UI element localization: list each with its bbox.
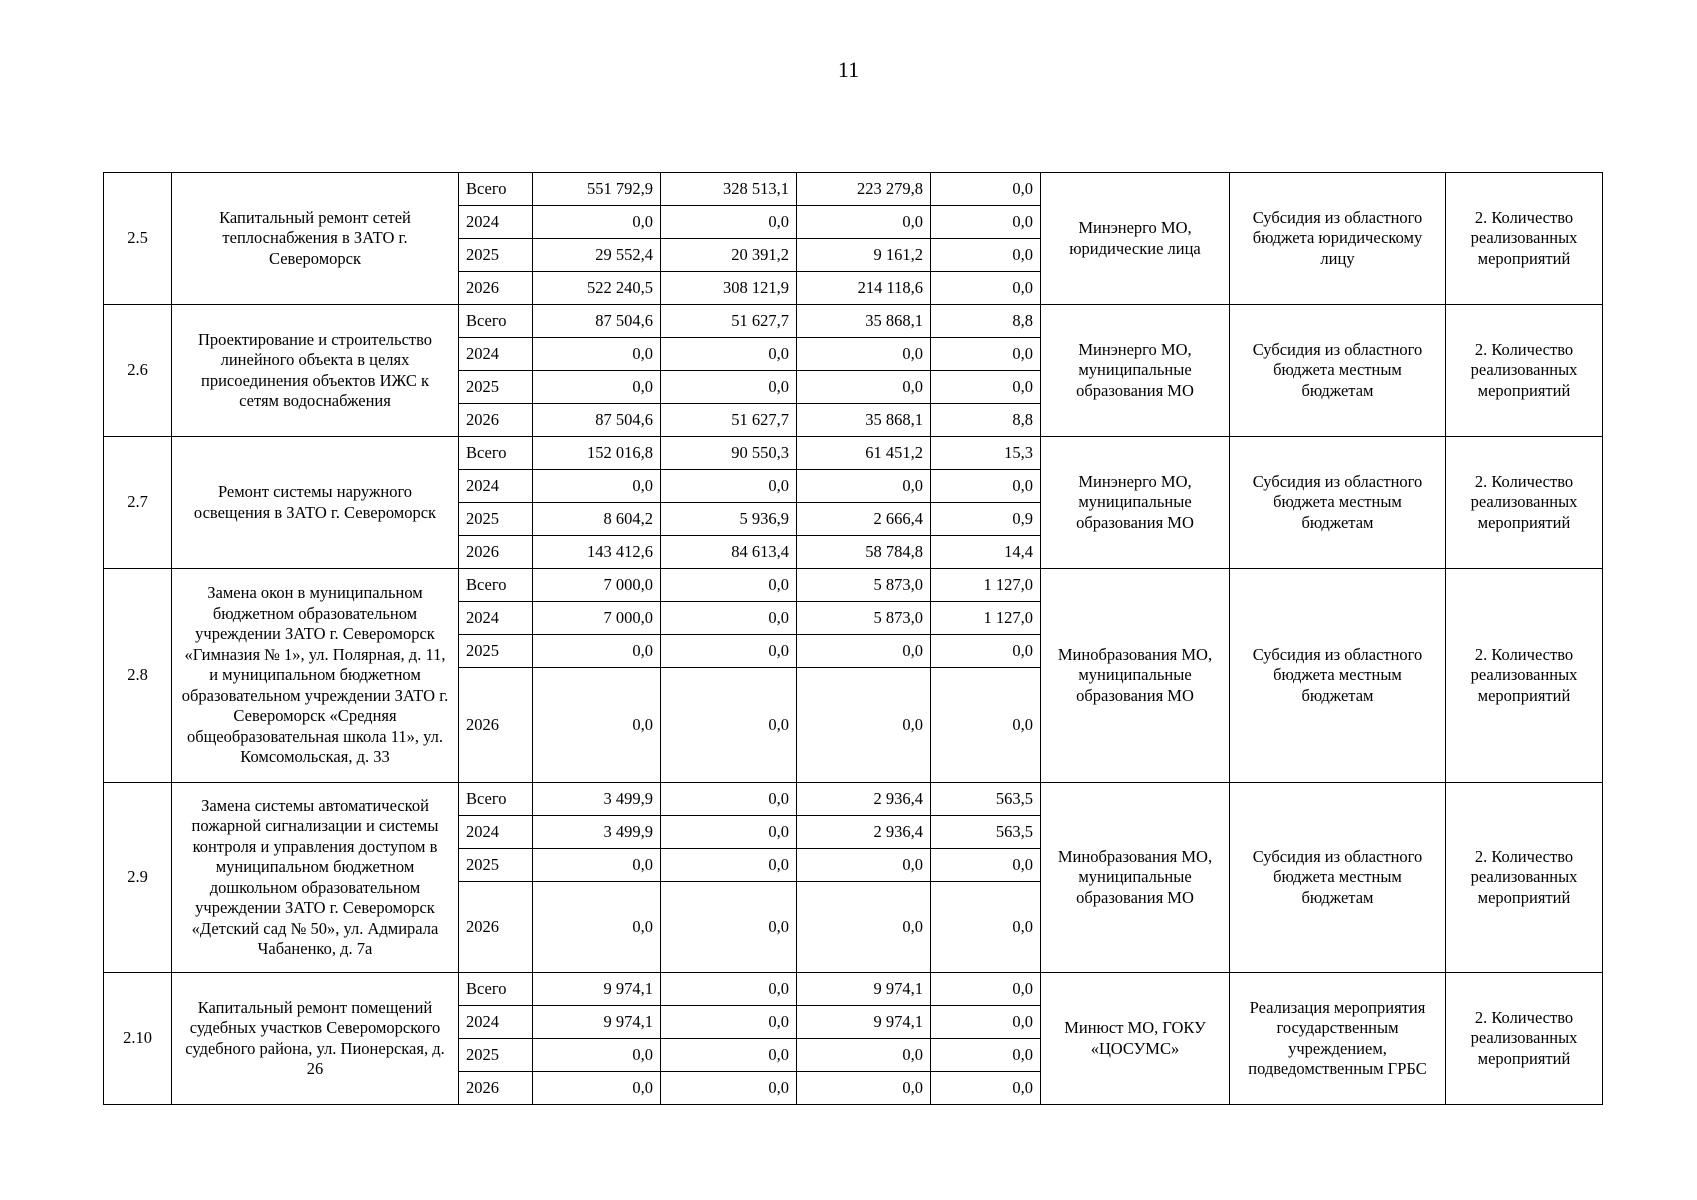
year-label: 2024 bbox=[459, 816, 533, 849]
amount-cell: 0,0 bbox=[533, 338, 661, 371]
amount-cell: 0,0 bbox=[797, 668, 931, 783]
financing-mechanism: Субсидия из областного бюджета местным бюджетам bbox=[1230, 437, 1446, 569]
amount-cell: 7 000,0 bbox=[533, 569, 661, 602]
amount-cell: 9 974,1 bbox=[533, 1006, 661, 1039]
amount-cell: 0,0 bbox=[661, 635, 797, 668]
year-label: 2025 bbox=[459, 239, 533, 272]
year-label: 2026 bbox=[459, 882, 533, 973]
amount-cell: 0,0 bbox=[533, 635, 661, 668]
budget-table bbox=[103, 172, 1603, 1105]
amount-cell: 152 016,8 bbox=[533, 437, 661, 470]
responsible-executor: Минюст МО, ГОКУ «ЦОСУМС» bbox=[1041, 973, 1230, 1105]
amount-cell: 0,0 bbox=[661, 602, 797, 635]
amount-cell: 0,0 bbox=[661, 783, 797, 816]
measure-number: 2.8 bbox=[104, 569, 172, 783]
measure-name: Замена окон в муниципальном бюджетном образовательном учреждении ЗАТО г. Североморск «Гимназия № 1», ул. Полярная, д. 11, и муниципальном бюджетном образовательном учреждении ЗАТО г. Североморск «Средняя общеобразовательная школа 11», ул. Комсомольская, д. 33 bbox=[172, 569, 459, 783]
amount-cell: 1 127,0 bbox=[931, 569, 1041, 602]
amount-cell: 0,0 bbox=[661, 1072, 797, 1105]
table-row bbox=[104, 173, 1603, 206]
measure-name: Капитальный ремонт сетей теплоснабжения в ЗАТО г. Североморск bbox=[172, 173, 459, 305]
result-indicator: 2. Количество реализованных мероприятий bbox=[1446, 437, 1603, 569]
year-label: 2024 bbox=[459, 602, 533, 635]
result-indicator: 2. Количество реализованных мероприятий bbox=[1446, 569, 1603, 783]
amount-cell: 51 627,7 bbox=[661, 404, 797, 437]
amount-cell: 0,0 bbox=[533, 371, 661, 404]
year-label: 2025 bbox=[459, 503, 533, 536]
amount-cell: 0,0 bbox=[661, 470, 797, 503]
amount-cell: 0,0 bbox=[797, 371, 931, 404]
result-indicator: 2. Количество реализованных мероприятий bbox=[1446, 783, 1603, 973]
amount-cell: 90 550,3 bbox=[661, 437, 797, 470]
amount-cell: 0,0 bbox=[533, 206, 661, 239]
amount-cell: 223 279,8 bbox=[797, 173, 931, 206]
amount-cell: 214 118,6 bbox=[797, 272, 931, 305]
amount-cell: 0,0 bbox=[533, 668, 661, 783]
financing-mechanism: Субсидия из областного бюджета юридическому лицу bbox=[1230, 173, 1446, 305]
amount-cell: 2 936,4 bbox=[797, 816, 931, 849]
amount-cell: 51 627,7 bbox=[661, 305, 797, 338]
year-label: Всего bbox=[459, 173, 533, 206]
amount-cell: 14,4 bbox=[931, 536, 1041, 569]
amount-cell: 0,0 bbox=[533, 1039, 661, 1072]
amount-cell: 20 391,2 bbox=[661, 239, 797, 272]
amount-cell: 9 161,2 bbox=[797, 239, 931, 272]
year-label: 2024 bbox=[459, 1006, 533, 1039]
amount-cell: 328 513,1 bbox=[661, 173, 797, 206]
amount-cell: 84 613,4 bbox=[661, 536, 797, 569]
financing-mechanism: Реализация мероприятия государственным учреждением, подведомственным ГРБС bbox=[1230, 973, 1446, 1105]
amount-cell: 0,0 bbox=[533, 1072, 661, 1105]
year-label: 2024 bbox=[459, 470, 533, 503]
amount-cell: 29 552,4 bbox=[533, 239, 661, 272]
measure-name: Капитальный ремонт помещений судебных участков Североморского судебного района, ул. Пионерская, д. 26 bbox=[172, 973, 459, 1105]
measure-number: 2.9 bbox=[104, 783, 172, 973]
amount-cell: 0,0 bbox=[931, 849, 1041, 882]
amount-cell: 0,0 bbox=[797, 206, 931, 239]
amount-cell: 0,9 bbox=[931, 503, 1041, 536]
amount-cell: 0,0 bbox=[661, 569, 797, 602]
measure-name: Проектирование и строительство линейного объекта в целях присоединения объектов ИЖС к сетям водоснабжения bbox=[172, 305, 459, 437]
amount-cell: 0,0 bbox=[797, 1039, 931, 1072]
responsible-executor: Минэнерго МО, муниципальные образования МО bbox=[1041, 305, 1230, 437]
amount-cell: 3 499,9 bbox=[533, 816, 661, 849]
amount-cell: 3 499,9 bbox=[533, 783, 661, 816]
amount-cell: 9 974,1 bbox=[797, 973, 931, 1006]
year-label: Всего bbox=[459, 783, 533, 816]
amount-cell: 0,0 bbox=[931, 1006, 1041, 1039]
amount-cell: 8,8 bbox=[931, 305, 1041, 338]
amount-cell: 0,0 bbox=[661, 668, 797, 783]
amount-cell: 0,0 bbox=[533, 849, 661, 882]
amount-cell: 0,0 bbox=[931, 882, 1041, 973]
responsible-executor: Минобразования МО, муниципальные образования МО bbox=[1041, 783, 1230, 973]
result-indicator: 2. Количество реализованных мероприятий bbox=[1446, 973, 1603, 1105]
amount-cell: 0,0 bbox=[931, 206, 1041, 239]
amount-cell: 143 412,6 bbox=[533, 536, 661, 569]
result-indicator: 2. Количество реализованных мероприятий bbox=[1446, 305, 1603, 437]
amount-cell: 0,0 bbox=[931, 239, 1041, 272]
year-label: 2024 bbox=[459, 338, 533, 371]
amount-cell: 0,0 bbox=[931, 1039, 1041, 1072]
responsible-executor: Минэнерго МО, юридические лица bbox=[1041, 173, 1230, 305]
year-label: 2025 bbox=[459, 635, 533, 668]
amount-cell: 58 784,8 bbox=[797, 536, 931, 569]
amount-cell: 8,8 bbox=[931, 404, 1041, 437]
amount-cell: 7 000,0 bbox=[533, 602, 661, 635]
responsible-executor: Минэнерго МО, муниципальные образования МО bbox=[1041, 437, 1230, 569]
page-number: 11 bbox=[837, 57, 860, 82]
amount-cell: 0,0 bbox=[931, 173, 1041, 206]
amount-cell: 61 451,2 bbox=[797, 437, 931, 470]
year-label: 2025 bbox=[459, 849, 533, 882]
amount-cell: 0,0 bbox=[661, 1006, 797, 1039]
amount-cell: 0,0 bbox=[661, 1039, 797, 1072]
amount-cell: 308 121,9 bbox=[661, 272, 797, 305]
amount-cell: 2 666,4 bbox=[797, 503, 931, 536]
amount-cell: 15,3 bbox=[931, 437, 1041, 470]
amount-cell: 0,0 bbox=[661, 371, 797, 404]
financing-mechanism: Субсидия из областного бюджета местным бюджетам bbox=[1230, 305, 1446, 437]
table-row bbox=[104, 783, 1603, 816]
amount-cell: 5 873,0 bbox=[797, 602, 931, 635]
amount-cell: 0,0 bbox=[661, 973, 797, 1006]
measure-name: Замена системы автоматической пожарной сигнализации и системы контроля и управления доступом в муниципальном бюджетном дошкольном образовательном учреждении ЗАТО г. Североморск «Детский сад № 50», ул. Адмирала Чабаненко, д. 7а bbox=[172, 783, 459, 973]
amount-cell: 35 868,1 bbox=[797, 305, 931, 338]
amount-cell: 563,5 bbox=[931, 783, 1041, 816]
year-label: 2025 bbox=[459, 371, 533, 404]
amount-cell: 0,0 bbox=[797, 470, 931, 503]
amount-cell: 0,0 bbox=[931, 973, 1041, 1006]
measure-number: 2.6 bbox=[104, 305, 172, 437]
year-label: 2026 bbox=[459, 668, 533, 783]
table-row bbox=[104, 973, 1603, 1006]
amount-cell: 35 868,1 bbox=[797, 404, 931, 437]
table-row bbox=[104, 305, 1603, 338]
year-label: Всего bbox=[459, 437, 533, 470]
amount-cell: 563,5 bbox=[931, 816, 1041, 849]
amount-cell: 0,0 bbox=[931, 371, 1041, 404]
amount-cell: 0,0 bbox=[797, 882, 931, 973]
amount-cell: 0,0 bbox=[931, 635, 1041, 668]
amount-cell: 0,0 bbox=[931, 272, 1041, 305]
amount-cell: 551 792,9 bbox=[533, 173, 661, 206]
measure-name: Ремонт системы наружного освещения в ЗАТО г. Североморск bbox=[172, 437, 459, 569]
measure-number: 2.5 bbox=[104, 173, 172, 305]
table-row bbox=[104, 569, 1603, 602]
amount-cell: 0,0 bbox=[797, 635, 931, 668]
amount-cell: 8 604,2 bbox=[533, 503, 661, 536]
amount-cell: 0,0 bbox=[661, 816, 797, 849]
responsible-executor: Минобразования МО, муниципальные образования МО bbox=[1041, 569, 1230, 783]
amount-cell: 5 936,9 bbox=[661, 503, 797, 536]
amount-cell: 0,0 bbox=[931, 338, 1041, 371]
amount-cell: 0,0 bbox=[661, 206, 797, 239]
amount-cell: 0,0 bbox=[931, 470, 1041, 503]
year-label: 2026 bbox=[459, 272, 533, 305]
year-label: 2026 bbox=[459, 1072, 533, 1105]
amount-cell: 0,0 bbox=[533, 882, 661, 973]
year-label: 2024 bbox=[459, 206, 533, 239]
amount-cell: 0,0 bbox=[661, 338, 797, 371]
measure-number: 2.7 bbox=[104, 437, 172, 569]
amount-cell: 0,0 bbox=[661, 882, 797, 973]
amount-cell: 0,0 bbox=[797, 338, 931, 371]
table-row bbox=[104, 437, 1603, 470]
amount-cell: 87 504,6 bbox=[533, 404, 661, 437]
measure-number: 2.10 bbox=[104, 973, 172, 1105]
year-label: Всего bbox=[459, 305, 533, 338]
amount-cell: 87 504,6 bbox=[533, 305, 661, 338]
year-label: Всего bbox=[459, 569, 533, 602]
amount-cell: 0,0 bbox=[797, 1072, 931, 1105]
amount-cell: 9 974,1 bbox=[533, 973, 661, 1006]
amount-cell: 0,0 bbox=[797, 849, 931, 882]
amount-cell: 5 873,0 bbox=[797, 569, 931, 602]
year-label: Всего bbox=[459, 973, 533, 1006]
year-label: 2026 bbox=[459, 536, 533, 569]
amount-cell: 0,0 bbox=[533, 470, 661, 503]
year-label: 2026 bbox=[459, 404, 533, 437]
amount-cell: 1 127,0 bbox=[931, 602, 1041, 635]
amount-cell: 0,0 bbox=[661, 849, 797, 882]
amount-cell: 2 936,4 bbox=[797, 783, 931, 816]
financing-mechanism: Субсидия из областного бюджета местным бюджетам bbox=[1230, 569, 1446, 783]
amount-cell: 0,0 bbox=[931, 1072, 1041, 1105]
amount-cell: 522 240,5 bbox=[533, 272, 661, 305]
year-label: 2025 bbox=[459, 1039, 533, 1072]
financing-mechanism: Субсидия из областного бюджета местным бюджетам bbox=[1230, 783, 1446, 973]
result-indicator: 2. Количество реализованных мероприятий bbox=[1446, 173, 1603, 305]
amount-cell: 0,0 bbox=[931, 668, 1041, 783]
amount-cell: 9 974,1 bbox=[797, 1006, 931, 1039]
